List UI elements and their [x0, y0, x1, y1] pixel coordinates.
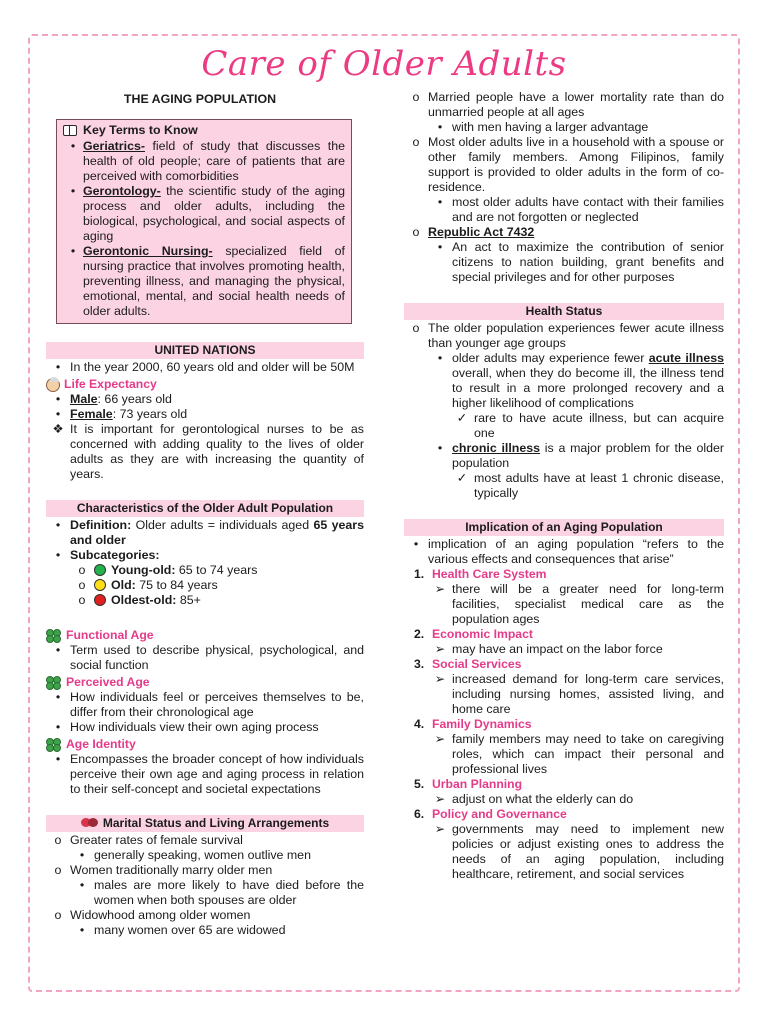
subcategories-label: Subcategories: [70, 548, 160, 562]
marital-sub-item: many women over 65 are widowed [94, 923, 286, 937]
bullet-icon: • [55, 360, 61, 374]
item-label: Health Care System [432, 567, 547, 581]
age-identity-label [46, 737, 364, 752]
page-title: Care of Older Adults [201, 44, 567, 84]
bullet-icon: • [55, 407, 61, 421]
circle-bullet-icon: o [54, 833, 62, 847]
acute-check-text: rare to have acute illness, but can acquire one [474, 411, 724, 440]
acute-illness-term: acute illness [648, 351, 724, 365]
bullet-icon: • [55, 752, 61, 766]
health-status-heading: Health Status [404, 303, 724, 320]
chronic-check-text: most adults have at least 1 chronic disease, typically [474, 471, 724, 500]
perceived-age-item: How individuals view their own aging process [70, 720, 319, 734]
arrow-bullet-icon: ➢ [434, 822, 446, 836]
list-item [46, 578, 364, 593]
circle-bullet-icon: o [412, 321, 420, 335]
marital-sub-item: males are more likely to have died before the women when both spouses are older [94, 878, 364, 907]
bullet-icon: • [437, 441, 443, 455]
arrow-bullet-icon: ➢ [434, 732, 446, 746]
key-terms-box [56, 119, 352, 324]
item-number: 2. [414, 627, 425, 641]
list-item [404, 411, 724, 441]
elderly-face-icon [46, 378, 60, 392]
list-item [404, 120, 724, 135]
functional-age-label [46, 628, 364, 643]
list-item [404, 351, 724, 411]
intro-sub-item: most older adults have contact with their families and are not forgotten or neglected [452, 195, 724, 224]
list-item [404, 195, 724, 225]
arrow-bullet-icon: ➢ [434, 672, 446, 686]
list-item [404, 582, 724, 627]
functional-age-text: Functional Age [66, 628, 154, 642]
bullet-icon: • [55, 690, 61, 704]
list-item [46, 863, 364, 878]
implication-text: there will be a greater need for long-term facilities, specialist medical care as the population ages [452, 582, 724, 626]
key-term-text: specialized field of nursing practice that involves promoting health, preventing illness, and managing the physical, emotional, mental, and social health needs of older adults. [83, 244, 345, 318]
left-column [46, 90, 364, 938]
un-note-text: It is important for gerontological nurses to be as concerned with adding quality to the lives of older adults as they are with increasing the quantity of years. [70, 422, 364, 481]
marital-status-heading [46, 815, 364, 832]
republic-act-description: An act to maximize the contribution of senior citizens to nation building, grant benefits and special privileges and for other purposes [452, 240, 724, 284]
circle-bullet-icon: o [78, 593, 86, 607]
list-item [404, 90, 724, 120]
united-nations-heading: UNITED NATIONS [46, 342, 364, 359]
list-item [404, 441, 724, 471]
item-number: 3. [414, 657, 425, 671]
list-item [46, 593, 364, 608]
list-item [46, 518, 364, 548]
list-item [404, 642, 724, 657]
female-label: Female [70, 407, 113, 421]
item-number: 5. [414, 777, 425, 791]
clover-icon [46, 676, 62, 690]
bullet-icon: • [55, 392, 61, 406]
item-number: 4. [414, 717, 425, 731]
list-item [404, 732, 724, 777]
definition-bold: 65 years and older [70, 518, 364, 547]
implication-intro: implication of an aging population “refers to the various effects and consequences that arise” [428, 537, 724, 566]
red-circle-icon [94, 594, 106, 606]
list-item [46, 407, 364, 422]
aging-population-heading: THE AGING POPULATION [123, 92, 277, 106]
bullet-icon: • [55, 518, 61, 532]
list-item [46, 878, 364, 908]
category-label: Old: [111, 578, 136, 592]
implication-item-label [404, 717, 724, 732]
list-item [404, 471, 724, 501]
implication-item-label [404, 627, 724, 642]
functional-age-description: Term used to describe physical, psychological, and social function [70, 643, 364, 672]
marital-heading-text: Marital Status and Living Arrangements [102, 816, 330, 830]
check-icon: ✓ [456, 471, 468, 485]
circle-bullet-icon: o [78, 563, 86, 577]
list-item [46, 690, 364, 720]
intro-item: Married people have a lower mortality rate than do unmarried people at all ages [428, 90, 724, 119]
acute-post-text: overall, when they do become ill, the illness tend to result in a more prolonged recovery and a higher likelihood of complications [452, 366, 724, 410]
bullet-icon: • [79, 923, 85, 937]
bullet-icon: • [413, 537, 419, 551]
list-item [46, 422, 364, 482]
circle-bullet-icon: o [54, 908, 62, 922]
key-terms-heading [63, 123, 345, 138]
life-expectancy-text: Life Expectancy [64, 377, 157, 391]
bullet-icon: • [437, 120, 443, 134]
key-term-label: Gerontology- [83, 184, 161, 198]
republic-act-label: Republic Act 7432 [428, 225, 535, 239]
bullet-icon: • [437, 195, 443, 209]
bullet-icon: • [70, 244, 76, 258]
list-item [46, 833, 364, 848]
male-value: : 66 years old [97, 392, 172, 406]
key-term-text: field of study that discusses the health of old people; care of patients that are perceived with comorbidities [83, 139, 345, 183]
list-item [46, 360, 364, 375]
health-status-intro: The older population experiences fewer acute illness than younger age groups [428, 321, 724, 350]
item-number: 1. [414, 567, 425, 581]
item-label: Policy and Governance [432, 807, 567, 821]
key-term-text: the scientific study of the aging process and older adults, including the biological, psychological, and social aspects of aging [83, 184, 345, 243]
bullet-icon: • [437, 240, 443, 254]
list-item [46, 548, 364, 563]
implication-item-label [404, 567, 724, 582]
chronic-illness-term: chronic illness [452, 441, 541, 455]
marital-sub-item: generally speaking, women outlive men [94, 848, 311, 862]
perceived-age-item: How individuals feel or perceives themselves to be, differ from their chronological age [70, 690, 364, 719]
arrow-bullet-icon: ➢ [434, 582, 446, 596]
category-text: 65 to 74 years [175, 563, 258, 577]
list-item [46, 643, 364, 673]
marital-item: Widowhood among older women [70, 908, 251, 922]
clover-icon [46, 738, 62, 752]
circle-bullet-icon: o [78, 578, 86, 592]
bullet-icon: • [70, 139, 76, 153]
category-text: 85+ [176, 593, 201, 607]
definition-text: Older adults = individuals aged [131, 518, 314, 532]
bullet-icon: • [55, 720, 61, 734]
list-item [46, 923, 364, 938]
list-item [404, 240, 724, 285]
list-item [404, 792, 724, 807]
marital-item: Greater rates of female survival [70, 833, 243, 847]
key-term-item [63, 184, 345, 244]
bullet-icon: • [70, 184, 76, 198]
male-label: Male [70, 392, 98, 406]
implication-item-label [404, 777, 724, 792]
key-terms-title: Key Terms to Know [83, 123, 198, 137]
right-column [404, 90, 724, 882]
bullet-icon: • [437, 351, 443, 365]
perceived-age-label [46, 675, 364, 690]
intro-item: Most older adults live in a household with a spouse or other family members. Among Filipinos, family support is provided to older adults in the form of co-residence. [428, 135, 724, 194]
list-item [46, 563, 364, 578]
key-term-label: Geriatrics- [83, 139, 145, 153]
list-item [46, 908, 364, 923]
circle-bullet-icon: o [412, 135, 420, 149]
bullet-icon: • [55, 548, 61, 562]
bullet-icon: • [79, 878, 85, 892]
list-item [46, 848, 364, 863]
item-number: 6. [414, 807, 425, 821]
un-bullet-text: In the year 2000, 60 years old and older will be 50M [70, 360, 355, 374]
age-identity-description: Encompasses the broader concept of how individuals perceive their own age and aging process in relation to their self-concept and societal expectations [70, 752, 364, 796]
list-item [404, 225, 724, 240]
circle-bullet-icon: o [54, 863, 62, 877]
yellow-circle-icon [94, 579, 106, 591]
list-item [404, 822, 724, 882]
perceived-age-text: Perceived Age [66, 675, 150, 689]
list-item [46, 720, 364, 735]
implication-item-label [404, 807, 724, 822]
check-icon: ✓ [456, 411, 468, 425]
marital-item: Women traditionally marry older men [70, 863, 273, 877]
key-term-item [63, 244, 345, 319]
bullet-icon: • [55, 643, 61, 657]
item-label: Social Services [432, 657, 522, 671]
bullet-icon: • [79, 848, 85, 862]
key-term-label: Gerontonic Nursing- [83, 244, 213, 258]
life-expectancy-label [46, 377, 364, 392]
item-label: Family Dynamics [432, 717, 532, 731]
clover-icon [46, 629, 62, 643]
female-value: : 73 years old [112, 407, 188, 421]
category-text: 75 to 84 years [135, 578, 218, 592]
intro-sub-item: with men having a larger advantage [452, 120, 649, 134]
definition-label: Definition: [70, 518, 132, 532]
implication-text: increased demand for long-term care services, including nursing homes, assisted living, and home care [452, 672, 724, 716]
characteristics-heading: Characteristics of the Older Adult Population [46, 500, 364, 517]
green-circle-icon [94, 564, 106, 576]
category-label: Young-old: [111, 563, 176, 577]
item-label: Urban Planning [432, 777, 523, 791]
chronic-post-text: is a major problem for the older population [452, 441, 725, 470]
diamond-bullet-icon: ❖ [52, 422, 64, 436]
list-item [404, 672, 724, 717]
list-item [404, 537, 724, 567]
acute-pre-text: older adults may experience fewer [452, 351, 649, 365]
implication-text: family members may need to take on caregiving roles, which can impact their personal and professional lives [452, 732, 724, 776]
implication-text: governments may need to implement new policies or adjust existing ones to address the needs of an aging population, including healthcare, retirement, and social services [452, 822, 724, 881]
list-item [404, 321, 724, 351]
category-label: Oldest-old: [111, 593, 177, 607]
book-icon [63, 125, 77, 136]
couple-icon [81, 817, 99, 828]
implication-item-label [404, 657, 724, 672]
circle-bullet-icon: o [412, 225, 420, 239]
list-item [404, 135, 724, 195]
key-term-item [63, 139, 345, 184]
circle-bullet-icon: o [412, 90, 420, 104]
implication-text: adjust on what the elderly can do [452, 792, 634, 806]
arrow-bullet-icon: ➢ [434, 792, 446, 806]
implication-heading: Implication of an Aging Population [404, 519, 724, 536]
item-label: Economic Impact [432, 627, 533, 641]
list-item [46, 392, 364, 407]
age-identity-text: Age Identity [66, 737, 136, 751]
arrow-bullet-icon: ➢ [434, 642, 446, 656]
implication-text: may have an impact on the labor force [452, 642, 663, 656]
list-item [46, 752, 364, 797]
